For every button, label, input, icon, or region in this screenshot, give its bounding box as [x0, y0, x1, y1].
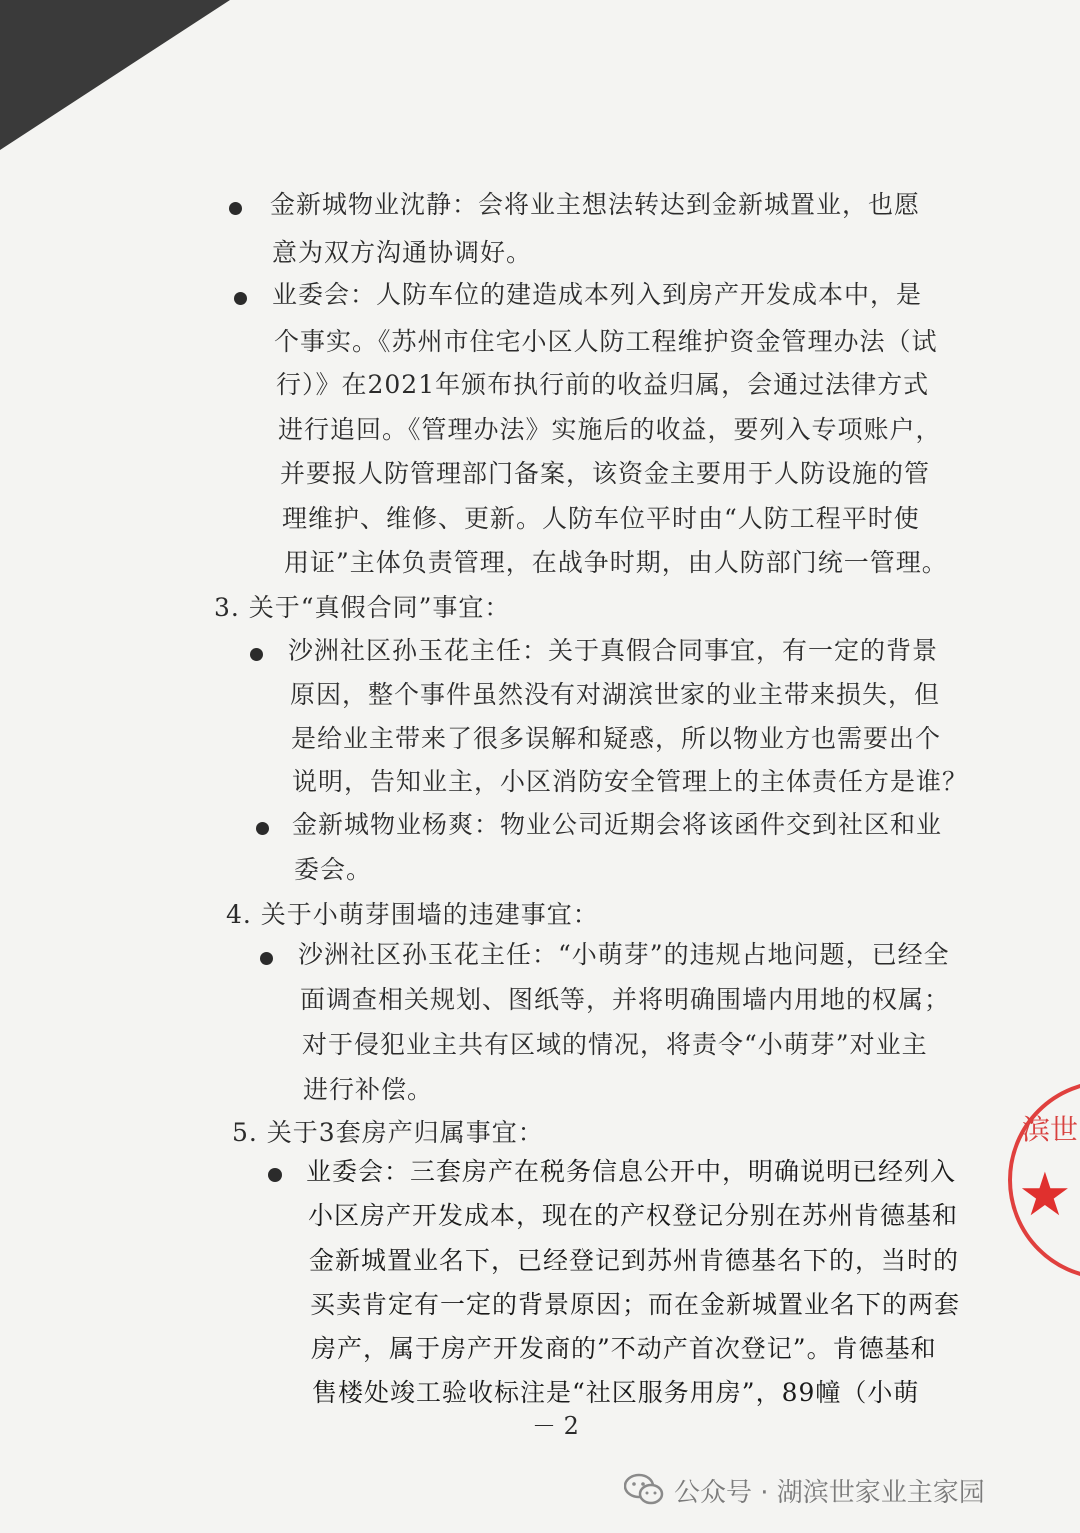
bullet-dot: [229, 202, 242, 215]
seal-text: 滨世: [1022, 1113, 1079, 1146]
text-line: 委会。: [294, 855, 373, 884]
text-line: 沙洲社区孙玉花主任：“小萌芽”的违规占地问题，已经全: [298, 940, 950, 969]
text-line: 售楼处竣工验收标注是“社区服务用房”，89幢（小萌: [312, 1378, 920, 1407]
section-heading: 5. 关于3套房产归属事宜：: [232, 1118, 544, 1147]
text-line: 金新城物业杨爽：物业公司近期会将该函件交到社区和业: [292, 810, 943, 839]
section-heading: 4. 关于小萌芽围墙的违建事宜：: [226, 900, 599, 929]
official-seal: [1000, 1080, 1080, 1300]
star-icon: ★: [1018, 1160, 1072, 1230]
text-line: 是给业主带来了很多误解和疑惑，所以物业方也需要出个: [291, 724, 942, 753]
bullet-dot: [260, 952, 273, 965]
text-line: 进行追回。《管理办法》实施后的收益，要列入专项账户，: [278, 415, 942, 444]
text-line: 用证”主体负责管理，在战争时期，由人防部门统一管理。: [284, 548, 948, 577]
text-line: 理维护、维修、更新。人防车位平时由“人防工程平时使: [282, 504, 920, 533]
watermark: [624, 1470, 985, 1510]
text-line: 业委会：三套房产在税务信息公开中，明确说明已经列入: [306, 1157, 957, 1186]
bullet-dot: [250, 648, 263, 661]
text-line: 房产，属于房产开发商的”不动产首次登记”。肯德基和: [311, 1334, 937, 1363]
text-line: 业委会：人防车位的建造成本列入到房产开发成本中，是: [272, 280, 923, 309]
bullet-dot: [256, 822, 269, 835]
text-line: 意为双方沟通协调好。: [272, 238, 533, 267]
text-line: 对于侵犯业主共有区域的情况，将责令“小萌芽”对业主: [302, 1030, 928, 1059]
text-line: 行）》在2021年颁布执行前的收益归属，会通过法律方式: [276, 370, 930, 399]
text-line: 进行补偿。: [303, 1075, 434, 1104]
bullet-dot: [268, 1168, 282, 1182]
section-heading: 3. 关于“真假合同”事宜：: [214, 593, 511, 622]
text-line: 买卖肯定有一定的背景原因；而在金新城置业名下的两套: [310, 1290, 961, 1319]
text-line: 原因，整个事件虽然没有对湖滨世家的业主带来损失，但: [290, 680, 941, 709]
wechat-icon: [624, 1473, 664, 1507]
text-line: 金新城物业沈静：会将业主想法转达到金新城置业，也愿: [270, 190, 921, 219]
watermark-text: 公众号 · 湖滨世家业主家园: [674, 1477, 985, 1508]
text-line: 并要报人防管理部门备案，该资金主要用于人防设施的管: [280, 459, 931, 488]
page-number: － 2: [532, 1412, 579, 1440]
bullet-dot: [234, 292, 247, 305]
text-line: 小区房产开发成本，现在的产权登记分别在苏州肯德基和: [308, 1201, 959, 1230]
text-line: 说明，告知业主，小区消防安全管理上的主体责任方是谁？: [292, 767, 969, 796]
text-line: 面调查相关规划、图纸等，并将明确围墙内用地的权属；: [300, 985, 951, 1014]
text-line: 个事实。《苏州市住宅小区人防工程维护资金管理办法（试: [274, 327, 938, 356]
text-line: 沙洲社区孙玉花主任：关于真假合同事宜，有一定的背景: [288, 636, 939, 665]
text-line: 金新城置业名下，已经登记到苏州肯德基名下的，当时的: [309, 1246, 960, 1275]
folded-corner: [0, 0, 230, 150]
